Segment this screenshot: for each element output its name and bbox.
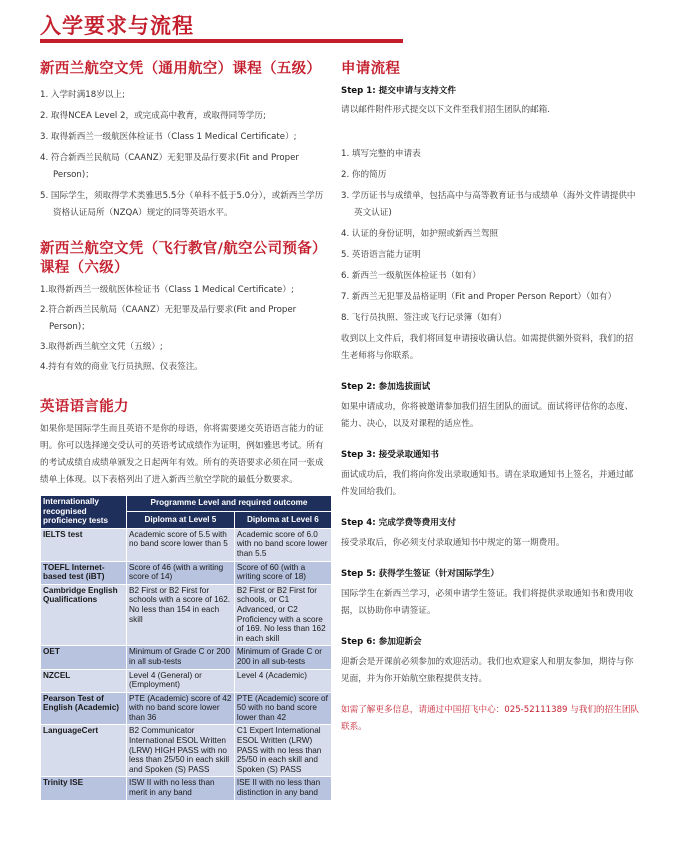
- level6-requirement: Minimum of Grade C or 200 in all sub-tests: [234, 646, 331, 669]
- table-row: [41, 669, 332, 692]
- level6-requirement: Level 4 (Academic): [234, 669, 331, 692]
- process-heading: 申请流程: [341, 61, 401, 77]
- list-item: 3. 取得新西兰一级航医体检证书（Class 1 Medical Certificate）;: [40, 132, 297, 142]
- page-title: 入学要求与流程: [40, 14, 194, 38]
- test-name: Cambridge English Qualifications: [41, 584, 127, 646]
- application-process-column: [341, 60, 641, 736]
- level6-requirement: PTE (Academic) score of 50 with no band score lower than 42: [234, 692, 331, 725]
- step6-title: Step 6: 参加迎新会: [341, 637, 422, 647]
- step6-section: [341, 634, 641, 688]
- list-item: 4. 符合新西兰民航局（CAANZ）无犯罪及品行要求(Fit and Proper Person)；: [40, 153, 299, 180]
- list-item: 8. 飞行员执照、签注或飞行记录簿（如有）: [341, 313, 507, 323]
- step4-text: 接受录取后，你必须支付录取通知书中规定的第一期费用。: [341, 538, 565, 548]
- list-item: 7. 新西兰无犯罪及品格证明（Fit and Proper Person Report）（如有）: [341, 292, 617, 302]
- test-name: OET: [41, 646, 127, 669]
- header-level5: Diploma at Level 5: [127, 512, 235, 528]
- level6-section: [40, 240, 330, 376]
- level6-requirements-list: [40, 282, 330, 376]
- level5-requirement: Score of 46 (with a writing score of 14): [127, 561, 235, 584]
- english-intro: 如果你是国际学生而且英语不是你的母语，你将需要递交英语语言能力的证明。你可以选择递交受认可的英语考试成绩作为证明，例如雅思考试。所有的考试成绩自成绩单颁发之日起两年有效。所有的英语要求必须在同一张成绩单上体现。以下表格列出了进入新西兰航空学院的最低分数要求。: [40, 424, 324, 485]
- list-item: 4. 认证的身份证明，如护照或新西兰驾照: [341, 229, 499, 239]
- level6-requirement: Academic score of 6.0 with no band score lower than 5.5: [234, 528, 331, 561]
- test-name: LanguageCert: [41, 725, 127, 777]
- step1-title: Step 1: 提交申请与支持文件: [341, 86, 457, 96]
- table-row: [41, 692, 332, 725]
- list-item: 2. 你的简历: [341, 170, 387, 180]
- level5-section: [40, 60, 330, 222]
- step4-title: Step 4: 完成学费等费用支付: [341, 518, 457, 528]
- english-heading: 英语语言能力: [40, 399, 129, 415]
- level6-heading: 新西兰航空文凭（飞行教官/航空公司预备）课程（六级）: [40, 241, 327, 276]
- english-section: [40, 398, 330, 801]
- level5-requirement: ISW II with no less than merit in any band: [127, 777, 235, 800]
- step4-section: [341, 515, 641, 552]
- level5-requirement: B2 Communicator International ESOL Written (LRW) HIGH PASS with no less than 25/50 in each skill and Spoken (S) PASS: [127, 725, 235, 777]
- step1-documents-list: [341, 146, 641, 327]
- step1-outro: 收到以上文件后，我们将回复申请接收确认信。如需提供额外资料，我们的招生老师将与你联系。: [341, 334, 634, 361]
- level5-requirement: B2 First or B2 First for schools with a score of 162. No less than 154 in each skill: [127, 584, 235, 646]
- test-name: NZCEL: [41, 669, 127, 692]
- list-item: 1. 入学时满18岁以上;: [40, 90, 125, 100]
- table-row: [41, 646, 332, 669]
- level6-requirement: C1 Expert International ESOL Written (LRW) PASS with no less than 25/50 in each skill and Spoken (S) PASS: [234, 725, 331, 777]
- level5-requirement: Academic score of 5.5 with no band score lower than 5: [127, 528, 235, 561]
- level5-requirement: Minimum of Grade C or 200 in all sub-tests: [127, 646, 235, 669]
- step3-title: Step 3: 接受录取通知书: [341, 450, 439, 460]
- level5-requirement: PTE (Academic) score of 42 with no band score lower than 36: [127, 692, 235, 725]
- step2-section: [341, 379, 641, 433]
- title-divider: [40, 39, 403, 43]
- list-item: 5. 国际学生，须取得学术类雅思5.5分（单科不低于5.0分），或新西兰学历资格认证局所（NZQA）规定的同等英语水平。: [40, 191, 324, 218]
- step5-section: [341, 566, 641, 620]
- test-name: Trinity ISE: [41, 777, 127, 800]
- header-level6: Diploma at Level 6: [234, 512, 331, 528]
- list-item: 6. 新西兰一级航医体检证书（如有）: [341, 271, 481, 281]
- table-row: [41, 584, 332, 646]
- level5-heading: 新西兰航空文凭（通用航空）课程（五级）: [40, 61, 322, 77]
- list-item: 2.符合新西兰民航局（CAANZ）无犯罪及品行要求(Fit and Proper Person)；: [40, 305, 297, 332]
- list-item: 3.取得新西兰航空文凭（五级）;: [40, 342, 163, 352]
- list-item: 4.持有有效的商业飞行员执照、仪表签注。: [40, 362, 203, 372]
- step3-text: 面试成功后，我们将向你发出录取通知书。请在录取通知书上签名，并通过邮件发回给我们。: [341, 470, 634, 497]
- table-row: [41, 725, 332, 777]
- level6-requirement: Score of 60 (with a writing score of 18): [234, 561, 331, 584]
- test-name: Pearson Test of English (Academic): [41, 692, 127, 725]
- test-name: IELTS test: [41, 528, 127, 561]
- header-tests: Internationally recognised proficiency tests: [41, 496, 127, 529]
- english-requirements-table: [40, 495, 332, 801]
- list-item: 1. 填写完整的申请表: [341, 149, 421, 159]
- list-item: 2. 取得NCEA Level 2，或完成高中教育，或取得同等学历;: [40, 111, 266, 121]
- level6-requirement: B2 First or B2 First for schools, or C1 Advanced, or C2 Proficiency with a score of 169. No less than 162 in each skill: [234, 584, 331, 646]
- list-item: 3. 学历证书与成绩单，包括高中与高等教育证书与成绩单（海外文件请提供中英文认证): [341, 191, 636, 218]
- requirements-column: [40, 60, 330, 801]
- level6-requirement: ISE II with no less than distinction in any band: [234, 777, 331, 800]
- header-programme-level: Programme Level and required outcome: [127, 496, 332, 512]
- contact-info: 如需了解更多信息，请通过中国招飞中心：025-52111389 与我们的招生团队联系。: [341, 705, 640, 732]
- table-row: [41, 777, 332, 800]
- step2-text: 如果申请成功，你将被邀请参加我们招生团队的面试。面试将评估你的态度、能力、决心，以及对课程的适应性。: [341, 402, 634, 429]
- step6-text: 迎新会是开课前必须参加的欢迎活动。我们也欢迎家人和朋友参加，期待与你见面，并为你开始航空旅程提供支持。: [341, 657, 634, 684]
- test-name: TOEFL Internet-based test (iBT): [41, 561, 127, 584]
- step5-title: Step 5: 获得学生签证（针对国际学生）: [341, 569, 499, 579]
- table-row: [41, 528, 332, 561]
- step2-title: Step 2: 参加选拔面试: [341, 382, 431, 392]
- list-item: 5. 英语语言能力证明: [341, 250, 421, 260]
- level5-requirements-list: [40, 87, 330, 222]
- list-item: 1.取得新西兰一级航医体检证书（Class 1 Medical Certificate）;: [40, 285, 294, 295]
- table-row: [41, 561, 332, 584]
- step1-section: [341, 83, 641, 365]
- step1-intro: 请以邮件附件形式提交以下文件至我们招生团队的邮箱.: [341, 105, 550, 115]
- step3-section: [341, 447, 641, 501]
- step5-text: 国际学生在新西兰学习，必须申请学生签证。我们将提供录取通知书和费用收据，以协助你申请签证。: [341, 589, 634, 616]
- level5-requirement: Level 4 (General) or (Employment): [127, 669, 235, 692]
